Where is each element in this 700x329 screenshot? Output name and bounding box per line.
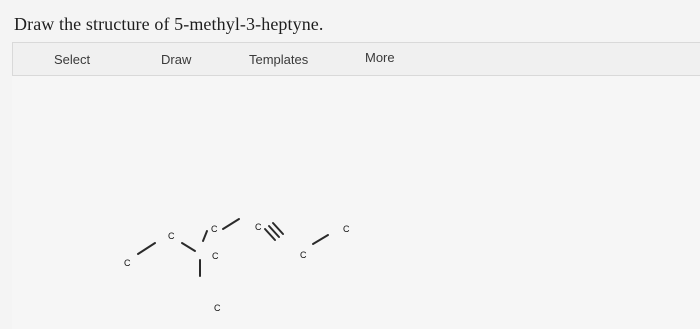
select-tool-button[interactable]: Select [54,52,91,67]
bond-c2-c3 [182,243,195,251]
atom-c6[interactable]: C [300,250,307,260]
atom-c7[interactable]: C [343,224,350,234]
atom-c1[interactable]: C [124,258,131,268]
editor-toolbar [12,42,700,76]
bond-c4-c5 [223,219,239,229]
question-prompt: Draw the structure of 5-methyl-3-heptyne. [14,14,324,34]
bond-c6-c7 [313,235,328,244]
molecule-structure[interactable] [12,76,700,329]
atom-c3[interactable]: C [212,251,219,261]
draw-tool-button[interactable]: Draw [161,52,192,67]
atom-c4[interactable]: C [211,224,218,234]
atom-c5[interactable]: C [255,222,262,232]
bond-c1-c2 [138,243,155,254]
drawing-canvas[interactable] [12,76,700,329]
templates-tool-button[interactable]: Templates [249,52,309,67]
bond-c3-c4 [203,231,207,241]
more-tool-button[interactable]: More [365,50,395,65]
atom-c2[interactable]: C [168,231,175,241]
atom-methyl-c[interactable]: C [214,303,221,313]
